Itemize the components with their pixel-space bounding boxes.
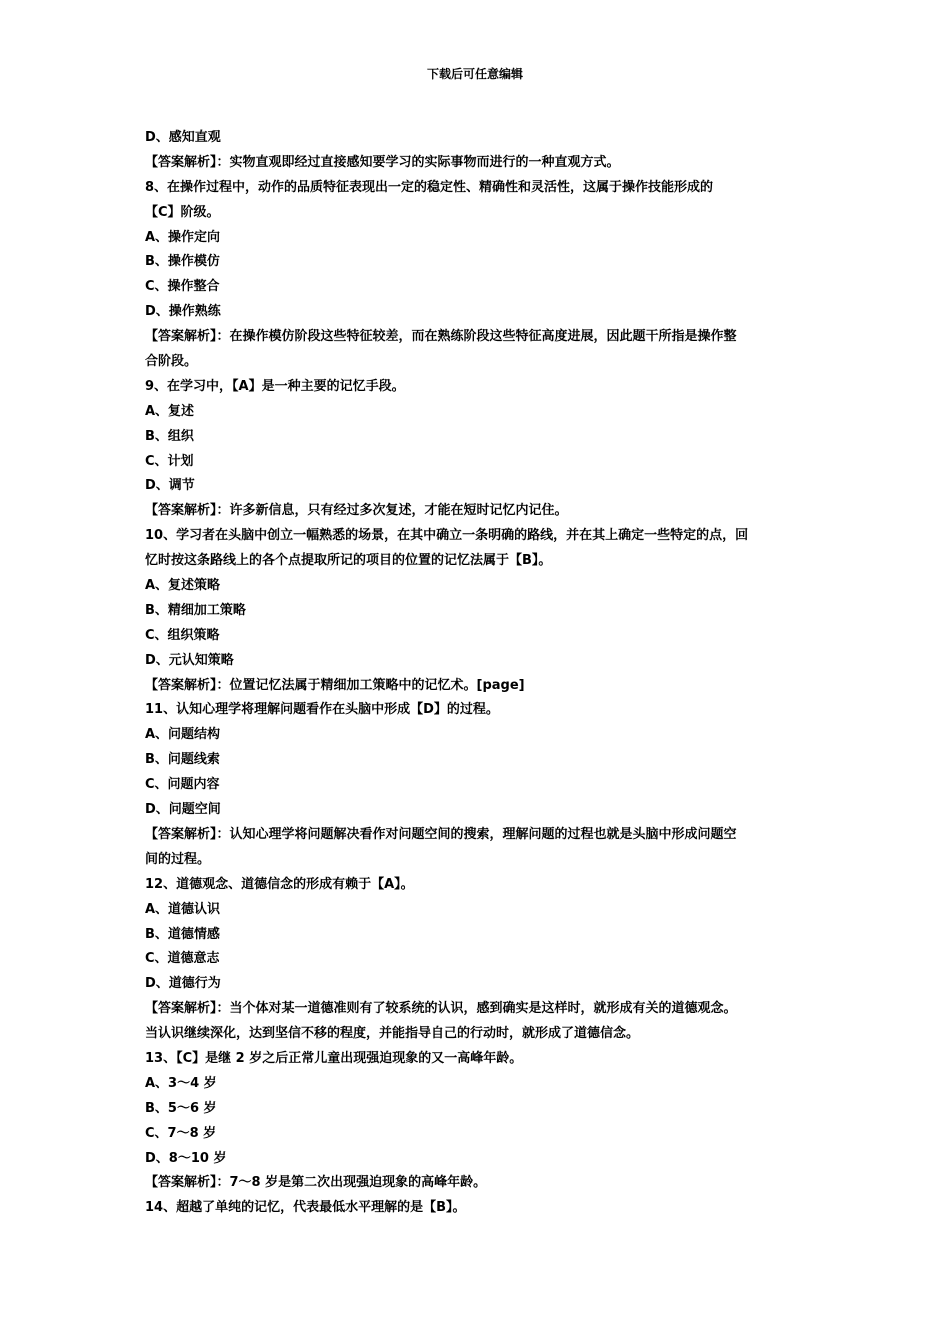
- option-line: B、道德情感: [145, 926, 220, 942]
- option-line: C、问题内容: [145, 777, 220, 793]
- option-line: A、复述策略: [145, 578, 221, 594]
- answer-explanation: 【答案解析】：当个体对某一道德准则有了较系统的认识，感到确实是这样时，就形成有关的道德观念。: [145, 1001, 737, 1017]
- option-line: C、组织策略: [145, 627, 220, 643]
- option-line: A、3～4 岁: [145, 1075, 217, 1091]
- option-line: C、操作整合: [145, 279, 220, 295]
- question-14: 14、超越了单纯的记忆，代表最低水平理解的是【B】。: [145, 1200, 466, 1216]
- question-10: 10、学习者在头脑中创立一幅熟悉的场景，在其中确立一条明确的路线，并在其上确定一些特定的点，回: [145, 528, 749, 544]
- option-line: A、操作定向: [145, 229, 221, 245]
- question-8-cont: 【C】阶级。: [145, 204, 220, 220]
- option-line: B、组织: [145, 428, 194, 444]
- question-11: 11、认知心理学将理解问题看作在头脑中形成【D】的过程。: [145, 702, 499, 718]
- question-8: 8、在操作过程中，动作的品质特征表现出一定的稳定性、精确性和灵活性，这属于操作技能形成的: [145, 179, 714, 195]
- question-12: 12、道德观念、道德信念的形成有赖于【A】。: [145, 876, 414, 892]
- option-line: A、道德认识: [145, 901, 221, 917]
- question-9: 9、在学习中，【A】是一种主要的记忆手段。: [145, 378, 405, 394]
- option-line: C、计划: [145, 453, 194, 469]
- page-header: 下载后可任意编辑: [426, 67, 523, 81]
- option-line: A、问题结构: [145, 727, 221, 743]
- answer-explanation: 【答案解析】：许多新信息，只有经过多次复述，才能在短时记忆内记住。: [145, 503, 568, 519]
- option-line: A、复述: [145, 403, 195, 419]
- answer-explanation-cont: 当认识继续深化，达到坚信不移的程度，并能指导自己的行动时，就形成了道德信念。: [145, 1026, 640, 1042]
- answer-explanation-cont: 合阶段。: [145, 354, 198, 370]
- option-line: C、道德意志: [145, 951, 220, 967]
- option-line: C、7～8 岁: [145, 1125, 217, 1141]
- option-line: D、调节: [145, 478, 195, 494]
- option-line: B、问题线索: [145, 752, 220, 768]
- answer-explanation-cont: 间的过程。: [145, 851, 211, 867]
- option-line: D、元认知策略: [145, 652, 234, 668]
- answer-explanation: 【答案解析】：7～8 岁是第二次出现强迫现象的高峰年龄。: [145, 1175, 487, 1191]
- answer-explanation: 【答案解析】：位置记忆法属于精细加工策略中的记忆术。[page]: [145, 677, 525, 693]
- option-line: B、操作模仿: [145, 254, 220, 270]
- option-line: B、5～6 岁: [145, 1100, 217, 1116]
- question-10-cont: 忆时按这条路线上的各个点提取所记的项目的位置的记忆法属于【B】。: [145, 553, 552, 569]
- answer-explanation: 【答案解析】：实物直观即经过直接感知要学习的实际事物而进行的一种直观方式。: [145, 154, 620, 170]
- option-line: D、8～10 岁: [145, 1150, 227, 1166]
- option-line: D、感知直观: [145, 130, 221, 145]
- answer-explanation: 【答案解析】：认知心理学将问题解决看作对问题空间的搜索，理解问题的过程也就是头脑中形成问题空: [145, 826, 737, 842]
- answer-explanation: 【答案解析】：在操作模仿阶段这些特征较差，而在熟练阶段这些特征高度进展，因此题干所指是操作整: [145, 329, 737, 345]
- option-line: D、问题空间: [145, 802, 221, 818]
- document-body: [145, 126, 810, 1221]
- option-line: B、精细加工策略: [145, 602, 246, 618]
- option-line: D、道德行为: [145, 976, 221, 992]
- option-line: D、操作熟练: [145, 304, 221, 320]
- question-13: 13、【C】是继 2 岁之后正常儿童出现强迫现象的又一高峰年龄。: [145, 1050, 523, 1066]
